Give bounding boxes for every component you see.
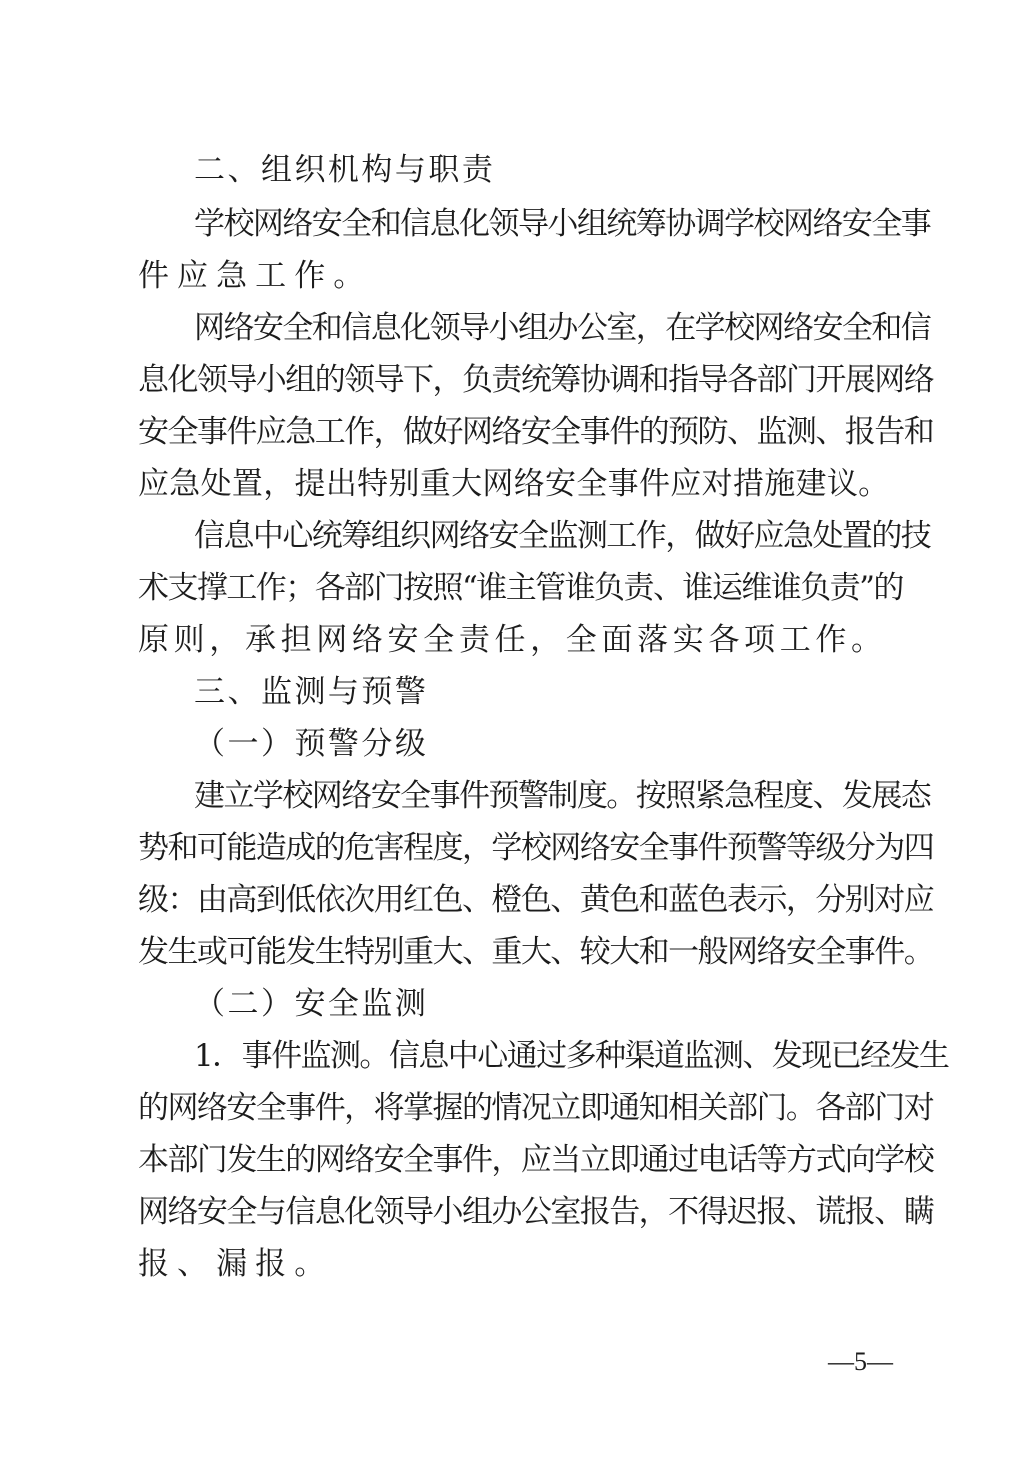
paragraph-line: 1．事件监测。信息中心通过多种渠道监测、发现已经发生: [194, 1038, 949, 1074]
paragraph-line: 息化领导小组的领导下，负责统筹协调和指导各部门开展网络: [138, 362, 934, 398]
section-heading-monitoring: 三、监测与预警: [194, 674, 429, 710]
paragraph-line: 学校网络安全和信息化领导小组统筹协调学校网络安全事: [194, 206, 931, 242]
paragraph-line: 应急处置，提出特别重大网络安全事件应对措施建议。: [138, 466, 890, 502]
paragraph-line: 信息中心统筹组织网络安全监测工作，做好应急处置的技: [194, 518, 931, 554]
paragraph-line: 件应急工作。: [138, 258, 373, 294]
paragraph-line: 安全事件应急工作，做好网络安全事件的预防、监测、报告和: [138, 414, 934, 450]
paragraph-line: 势和可能造成的危害程度，学校网络安全事件预警等级分为四: [138, 830, 934, 866]
paragraph-line: 术支撑工作；各部门按照“谁主管谁负责、谁运维谁负责”的: [138, 570, 903, 606]
page-number: —5—: [828, 1347, 893, 1376]
paragraph-line: 原则，承担网络安全责任，全面落实各项工作。: [138, 622, 887, 658]
paragraph-line: 本部门发生的网络安全事件，应当立即通过电话等方式向学校: [138, 1142, 934, 1178]
paragraph-line: 报、漏报。: [138, 1246, 334, 1282]
paragraph-line: 网络安全与信息化领导小组办公室报告，不得迟报、谎报、瞒: [138, 1194, 934, 1230]
paragraph-line: 网络安全和信息化领导小组办公室，在学校网络安全和信: [194, 310, 931, 346]
paragraph-line: 的网络安全事件，将掌握的情况立即通知相关部门。各部门对: [138, 1090, 934, 1126]
paragraph-line: 建立学校网络安全事件预警制度。按照紧急程度、发展态: [194, 778, 931, 814]
paragraph-line: 发生或可能发生特别重大、重大、较大和一般网络安全事件。: [138, 934, 934, 970]
paragraph-line: 级：由高到低依次用红色、橙色、黄色和蓝色表示，分别对应: [138, 882, 934, 918]
subsection-heading-security-monitoring: （二）安全监测: [194, 986, 429, 1022]
section-heading-organization: 二、组织机构与职责: [194, 152, 496, 188]
subsection-heading-warning-levels: （一）预警分级: [194, 726, 429, 762]
